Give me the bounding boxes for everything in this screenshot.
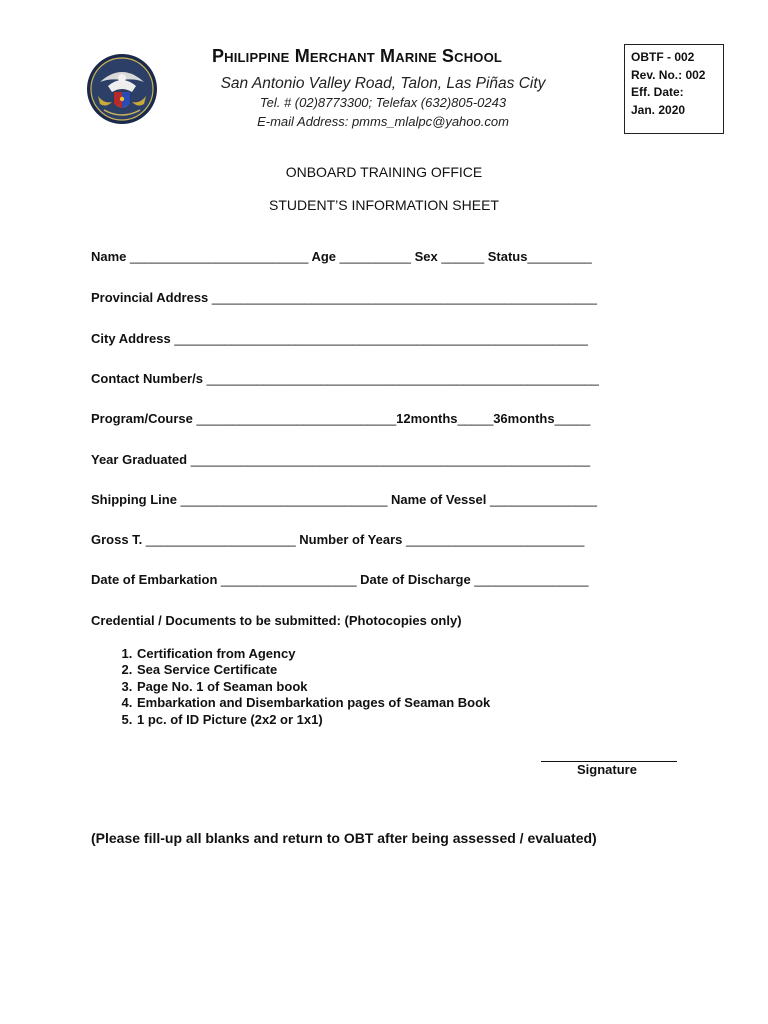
signature-line[interactable] — [541, 752, 677, 762]
label-status: Status — [487, 249, 528, 264]
list-item: 3. Page No. 1 of Seaman book — [136, 679, 490, 695]
blank-embarkation-date[interactable]: ___________________ — [221, 572, 357, 587]
list-item: 2. Sea Service Certificate — [136, 662, 490, 678]
blank-36months[interactable]: _____ — [554, 411, 591, 426]
blank-program-course[interactable]: ____________________________ — [196, 411, 397, 426]
school-email: E-mail Address: pmms_mlalpc@yahoo.com — [257, 114, 509, 129]
label-vessel-name: Name of Vessel — [390, 492, 487, 507]
label-city-address: City Address — [91, 331, 171, 346]
doc-revision: Rev. No.: 002 — [631, 67, 706, 82]
row-name-age-sex-status — [91, 249, 592, 264]
school-name: Philippine Merchant Marine School — [211, 46, 503, 66]
label-36months: 36months — [493, 411, 555, 426]
label-embarkation-date: Date of Embarkation — [91, 572, 218, 587]
label-contact-numbers: Contact Number/s — [91, 371, 203, 386]
blank-provincial-address[interactable]: ______________________________________________________ — [211, 290, 597, 305]
doc-eff-date-label: Eff. Date: — [631, 85, 684, 99]
blank-year-graduated[interactable]: ________________________________________________________ — [190, 452, 591, 467]
blank-city-address[interactable]: __________________________________________________________ — [174, 331, 588, 346]
document-control-box — [624, 44, 724, 134]
blank-contact-numbers[interactable]: _______________________________________________________ — [206, 371, 599, 386]
label-program-course: Program/Course — [91, 411, 193, 426]
requirements-heading: Credential / Documents to be submitted: (Photocopies only) — [91, 613, 462, 628]
row-year-graduated — [91, 452, 590, 467]
blank-discharge-date[interactable]: ________________ — [474, 572, 589, 587]
row-provincial-address — [91, 290, 597, 305]
label-provincial-address: Provincial Address — [91, 290, 209, 305]
blank-name[interactable]: _________________________ — [130, 249, 309, 264]
school-telephone: Tel. # (02)8773300; Telefax (632)805-0243 — [259, 95, 507, 110]
label-gross-t: Gross T. — [91, 532, 143, 547]
list-item: 5. 1 pc. of ID Picture (2x2 or 1x1) — [136, 712, 490, 728]
row-gross-years — [91, 532, 584, 547]
label-shipping-line: Shipping Line — [91, 492, 177, 507]
blank-shipping-line[interactable]: _____________________________ — [180, 492, 388, 507]
sheet-title: STUDENT’S INFORMATION SHEET — [269, 197, 499, 213]
label-name: Name — [91, 249, 127, 264]
label-discharge-date: Date of Discharge — [360, 572, 471, 587]
blank-gross-t[interactable]: _____________________ — [145, 532, 296, 547]
seal-eagle-icon — [86, 52, 158, 126]
label-12months: 12months — [396, 411, 458, 426]
doc-eff-date: Jan. 2020 — [631, 102, 686, 117]
list-item: 1. Certification from Agency — [136, 646, 490, 662]
blank-sex[interactable]: ______ — [441, 249, 485, 264]
list-item: 4. Embarkation and Disembarkation pages of Seaman Book — [136, 695, 490, 711]
row-embark-discharge — [91, 572, 588, 587]
office-title: ONBOARD TRAINING OFFICE — [285, 164, 483, 180]
row-city-address — [91, 331, 588, 346]
requirements-list — [91, 646, 490, 728]
blank-status[interactable]: _________ — [527, 249, 592, 264]
label-sex: Sex — [414, 249, 438, 264]
row-contact-numbers — [91, 371, 599, 386]
footer-note: (Please fill-up all blanks and return to OBT after being assessed / evaluated) — [91, 830, 597, 846]
blank-number-of-years[interactable]: _________________________ — [406, 532, 585, 547]
row-program-course — [91, 411, 590, 426]
doc-code: OBTF - 002 — [631, 50, 695, 64]
label-number-of-years: Number of Years — [299, 532, 403, 547]
school-address: San Antonio Valley Road, Talon, Las Piñas City — [220, 75, 546, 92]
label-age: Age — [311, 249, 336, 264]
label-year-graduated: Year Graduated — [91, 452, 188, 467]
blank-12months[interactable]: _____ — [457, 411, 494, 426]
blank-age[interactable]: __________ — [339, 249, 411, 264]
blank-vessel-name[interactable]: _______________ — [489, 492, 597, 507]
signature-label: Signature — [577, 762, 637, 777]
row-shipping-vessel — [91, 492, 597, 507]
